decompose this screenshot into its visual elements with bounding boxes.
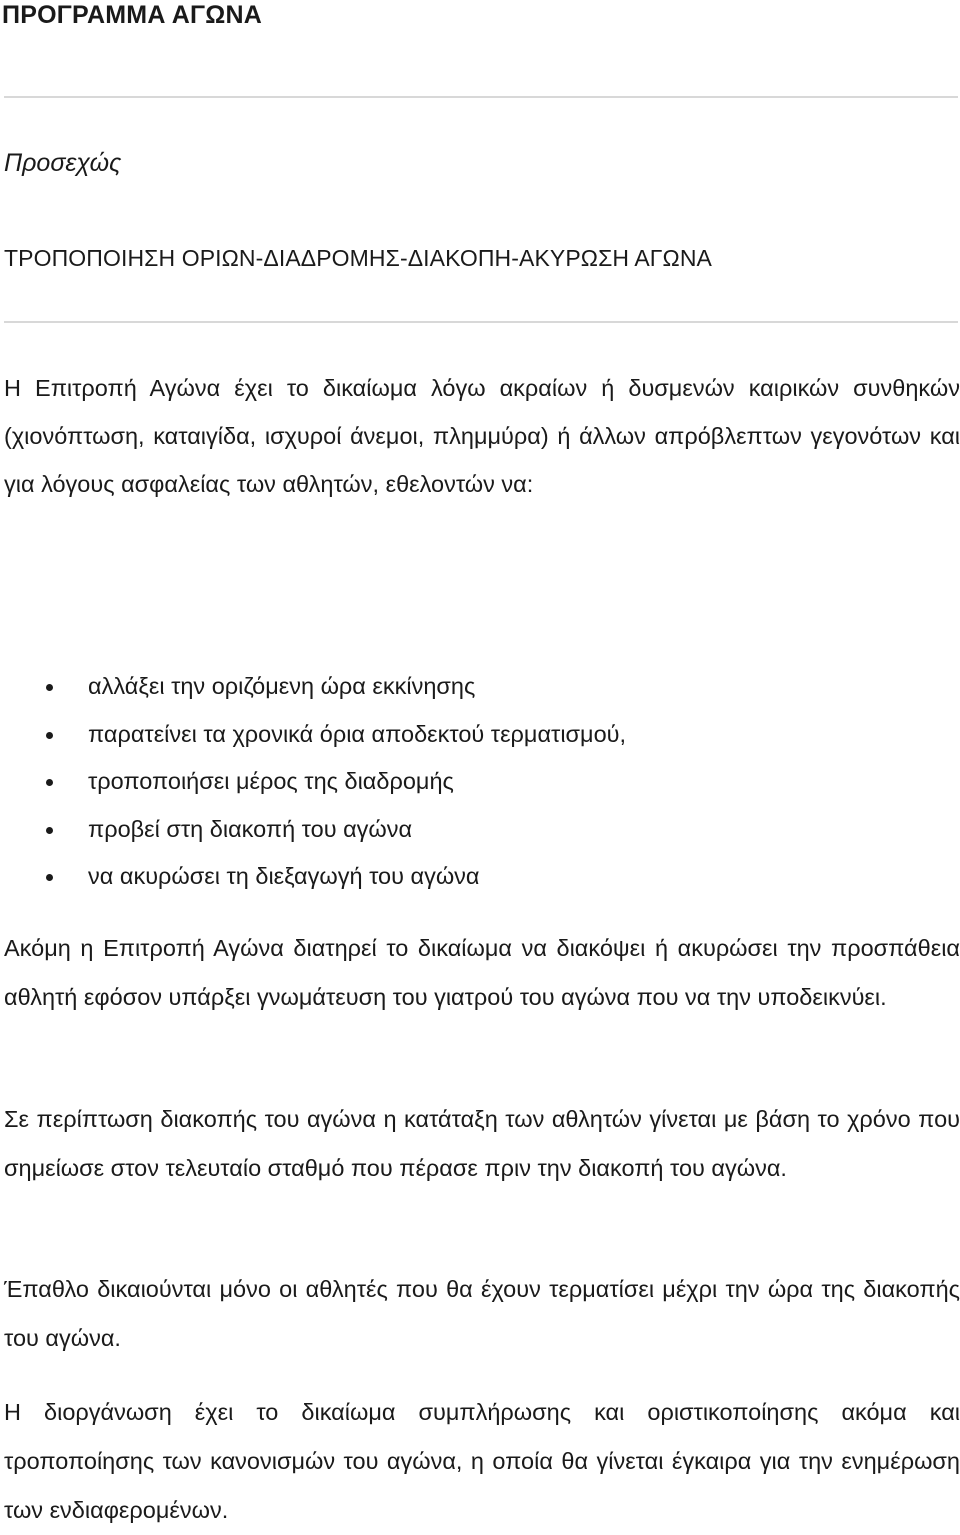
paragraph-prize-rule: Έπαθλο δικαιούνται μόνο οι αθλητές που θα έχουν τερματίσει μέχρι την ώρα της διακοπής του αγώνα. xyxy=(4,1276,960,1351)
list-item xyxy=(0,663,626,711)
list-item-text: να ακυρώσει τη διεξαγωγή του αγώνα xyxy=(88,863,480,889)
list-item-text: τροποποιήσει μέρος της διαδρομής xyxy=(88,768,454,794)
list-item xyxy=(0,853,626,901)
bullet-icon xyxy=(46,827,53,834)
divider-top xyxy=(4,96,958,98)
intro-paragraph: Η Επιτροπή Αγώνα έχει το δικαίωμα λόγω ακραίων ή δυσμενών καιρικών συνθηκών (χιονόπτωση, καταιγίδα, ισχυροί άνεμοι, πλημμύρα) ή άλλων απρόβλεπτων γεγονότων και για λόγους ασφαλείας των αθλητών, εθελοντών να: xyxy=(4,375,960,497)
paragraph-amendments: Η διοργάνωση έχει το δικαίωμα συμπλήρωσης και οριστικοποίησης ακόμα και τροποποίησης των κανονισμών του αγώνα, η οποία θα γίνεται έγκαιρα για την ενημέρωση των ενδιαφερομένων. xyxy=(4,1399,960,1523)
divider-middle xyxy=(4,321,958,323)
bullet-icon xyxy=(46,874,53,881)
subtitle: Προσεχώς xyxy=(4,149,122,177)
list-item-text: προβεί στη διακοπή του αγώνα xyxy=(88,815,413,842)
list-item xyxy=(0,806,626,854)
list-item xyxy=(0,711,626,759)
bullet-icon xyxy=(46,684,53,691)
list-item-text: παρατείνει τα χρονικά όρια αποδεκτού τερματισμού, xyxy=(88,720,627,747)
bullet-icon xyxy=(46,732,53,739)
section-heading: ΤΡΟΠΟΠΟΙΗΣΗ ΟΡΙΩΝ-ΔΙΑΔΡΟΜΗΣ-ΔΙΑΚΟΠΗ-ΑΚΥΡΩΣΗ ΑΓΩΝΑ xyxy=(4,245,712,272)
bullet-icon xyxy=(46,779,53,786)
list-item-text: αλλάξει την οριζόμενη ώρα εκκίνησης xyxy=(88,673,476,699)
paragraph-doctor-rule: Ακόμη η Επιτροπή Αγώνα διατηρεί το δικαίωμα να διακόψει ή ακυρώσει την προσπάθεια αθλητή εφόσον υπάρξει γνωμάτευση του γιατρού του αγώνα που να την υποδεικνύει. xyxy=(4,935,960,1010)
list-item xyxy=(0,758,626,806)
page-title: ΠΡΟΓΡΑΜΜΑ ΑΓΩΝΑ xyxy=(2,1,263,29)
bullet-list xyxy=(0,663,626,901)
paragraph-ranking-rule: Σε περίπτωση διακοπής του αγώνα η κατάταξη των αθλητών γίνεται με βάση το χρόνο που σημείωσε στον τελευταίο σταθμό που πέρασε πριν την διακοπή του αγώνα. xyxy=(4,1106,960,1181)
